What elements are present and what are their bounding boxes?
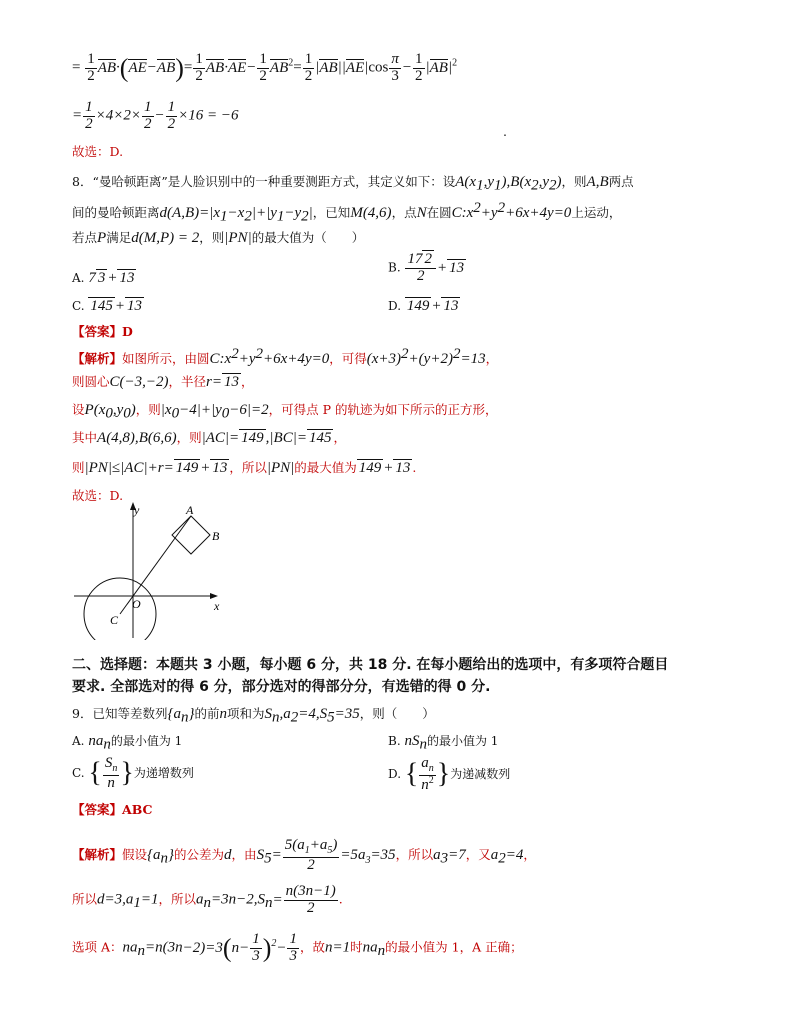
section2-title-line1: 二、选择题：本题共 3 小题，每小题 6 分，共 18 分. 在每小题给出的选项中，有多项符合题目 — [72, 657, 669, 673]
circle-c — [84, 578, 156, 640]
q9-answer: 【答案】ABC — [72, 802, 153, 817]
q9-option-a[interactable]: A. $na_n$的最小值为 1 — [72, 733, 183, 753]
q8-option-b[interactable]: B. $\frac{17 2}{2}$ + 13 — [388, 251, 465, 284]
q8-option-a[interactable]: A. 7 3 + 13 — [72, 270, 135, 286]
q8-figure — [70, 498, 240, 640]
q8-option-d[interactable]: D. 149 + 13 — [388, 298, 459, 314]
q8-answer: 【答案】D — [72, 324, 133, 339]
label-b: B — [212, 529, 220, 543]
q9-analysis-line1: 【解析】假设$\{a_n\}$的公差为d，由$S_5=$ $\frac{5(a_1+a_5)}{2}$ $=5a_3=35$，所以$a_3=7$，又$a_2=4$， — [72, 837, 536, 873]
q8-analysis-line5: 则|PN|≤|AC|+r= 149 + 13 ，所以|PN|的最大值为 149 + 13 . — [72, 460, 417, 476]
q8-conclusion: 故选：D. — [72, 488, 124, 503]
q8-analysis-line4: 其中A(4,8),B(6,6)，则|AC|= 149 ,|BC|= 145 ， — [72, 430, 346, 446]
q9-option-b[interactable]: B. $nS_n$的最小值为 1 — [388, 733, 499, 753]
q9-option-c[interactable]: C. { $\frac{S_n}{n}$ }为递增数列 — [72, 755, 194, 791]
segment-ca — [120, 516, 191, 614]
q7-equation-line1: = $\frac{1}{2}$ AB·(AE−AB)= $\frac{1}{2}$ AB·AE− $\frac{1}{2}$ $AB^2=$ $\frac{1}{2}$ |AB||AE|cos $\frac{\pi}{3}$ − $\frac{1}{2}$ $|AB|^2$ — [72, 51, 458, 84]
q9-analysis-line3: 选项 A：$na_n=n(3n-2)=3(n-$ $\frac{1}{3}$ )$^2$− $\frac{1}{3}$ ，故n=1时$na_n$的最小值为 1，A 正确； — [72, 931, 523, 964]
q7-conclusion: 故选：D. — [72, 144, 124, 159]
label-y: y — [134, 503, 140, 517]
q8-analysis-line1: 【解析】如图所示，由圆$C:x^2+y^2+6x+4y=0$，可得$(x+3)^2+(y+2)^2=13$， — [72, 346, 499, 368]
label-x: x — [214, 599, 220, 613]
q8-stem-line3: 若点P满足d(M,P) = 2，则|PN|的最大值为（ ） — [72, 230, 365, 246]
q8-stem-line2: 间的曼哈顿距离$d(A,B)=|x_1-x_2|+|y_1-y_2|$，已知M(4,6)，点N在圆$C:x^2+y^2+6x+4y=0$上运动， — [72, 200, 622, 225]
q9-analysis-line2: 所以$d=3,a_1=1$，所以$a_n=3n-2,S_n=$ $\frac{n(3n-1)}{2}$ . — [72, 883, 343, 916]
label-c: C — [110, 613, 119, 627]
q8-analysis-line2: 则圆心C(−3,−2)，半径r= 13 ， — [72, 374, 254, 390]
stray-dot: . — [503, 124, 507, 139]
section2-title-line2: 要求. 全部选对的得 6 分，部分选对的得部分分，有选错的得 0 分. — [72, 679, 491, 695]
q9-stem: 9．已知等差数列$\{a_n\}$的前n项和为$S_n,a_2=4,S_5=35$，则（ ） — [72, 706, 435, 726]
q8-analysis-line3: 设$P(x_0,y_0)$，则$|x_0-4|+|y_0-6|=2$，可得点 P 的轨迹为如下所示的正方形， — [72, 402, 498, 422]
q8-stem-line1: 8．“曼哈顿距离”是人脸识别中的一种重要测距方式，其定义如下：设$A(x_1,y_1),B(x_2,y_2)$，则A,B两点 — [72, 174, 634, 194]
q7-equation-line2: = $\frac{1}{2}$ ×4×2× $\frac{1}{2}$ − $\frac{1}{2}$ ×16 = −6 — [72, 99, 239, 132]
label-o: O — [132, 597, 141, 611]
q9-option-d[interactable]: D. { $\frac{a_n}{n^2}$ }为递减数列 — [388, 755, 511, 793]
q8-option-c[interactable]: C. 145 + 13 — [72, 298, 143, 314]
label-a: A — [186, 503, 194, 517]
